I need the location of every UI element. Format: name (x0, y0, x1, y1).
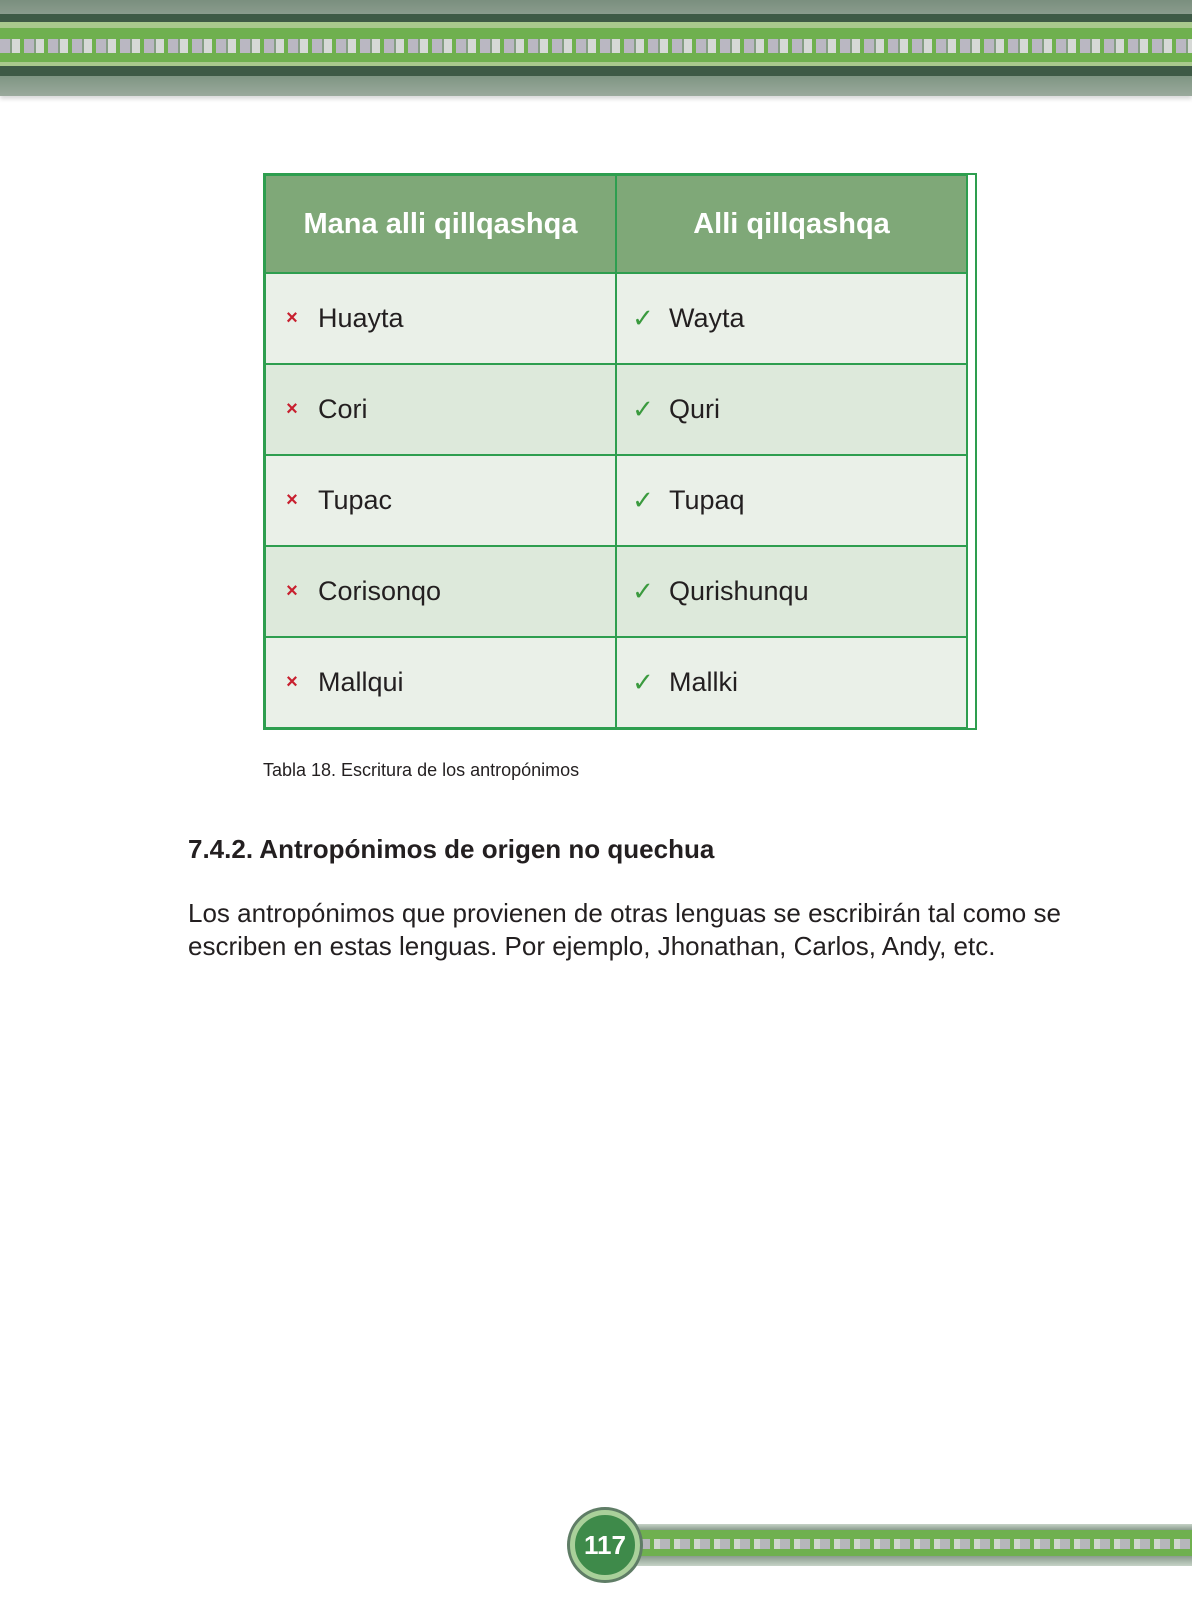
table-row (265, 546, 975, 637)
check-icon: ✓ (632, 394, 654, 424)
wrong-name: Mallqui (318, 667, 404, 697)
cell-right (615, 545, 968, 638)
right-name: Quri (669, 394, 721, 424)
names-table (263, 173, 977, 730)
cross-icon: × (286, 489, 298, 511)
header-decorative-band (0, 0, 1192, 96)
cross-icon: × (286, 671, 298, 693)
page-number: 117 (570, 1510, 640, 1580)
cell-right (615, 363, 968, 456)
cross-icon: × (286, 580, 298, 602)
header-wrong: Mana alli qillqashqa (264, 174, 617, 274)
cell-wrong (264, 545, 617, 638)
right-name: Wayta (669, 303, 745, 333)
cell-wrong (264, 636, 617, 729)
footer-decorative-band (600, 1524, 1192, 1566)
check-icon: ✓ (632, 485, 654, 515)
table-caption: Tabla 18. Escritura de los antropónimos (263, 760, 580, 780)
cell-wrong (264, 272, 617, 365)
cell-right (615, 272, 968, 365)
right-name: Qurishunqu (669, 576, 809, 606)
table-header-row (265, 175, 975, 273)
check-icon: ✓ (632, 303, 654, 333)
wrong-name: Corisonqo (318, 576, 442, 606)
check-icon: ✓ (632, 667, 654, 697)
table-row (265, 364, 975, 455)
cell-right (615, 454, 968, 547)
header-pattern (0, 39, 1192, 53)
cross-icon: × (286, 307, 298, 329)
cell-right (615, 636, 968, 729)
header-right: Alli qillqashqa (615, 174, 968, 274)
wrong-name: Huayta (318, 303, 404, 333)
right-name: Mallki (669, 667, 739, 697)
cell-wrong (264, 363, 617, 456)
body-paragraph: Los antropónimos que provienen de otras lenguas se escribirán tal como se escriben en estas lenguas. Por ejemplo, Jhonathan, Carlos, Andy, etc. (188, 898, 1061, 961)
wrong-name: Cori (318, 394, 368, 424)
table-row (265, 455, 975, 546)
check-icon: ✓ (632, 576, 654, 606)
cross-icon: × (286, 398, 298, 420)
wrong-name: Tupac (318, 485, 393, 515)
right-name: Tupaq (669, 485, 745, 515)
section-title: 7.4.2. Antropónimos de origen no quechua (188, 834, 715, 864)
cell-wrong (264, 454, 617, 547)
footer-pattern (600, 1539, 1192, 1549)
table-row (265, 637, 975, 728)
table-row (265, 273, 975, 364)
